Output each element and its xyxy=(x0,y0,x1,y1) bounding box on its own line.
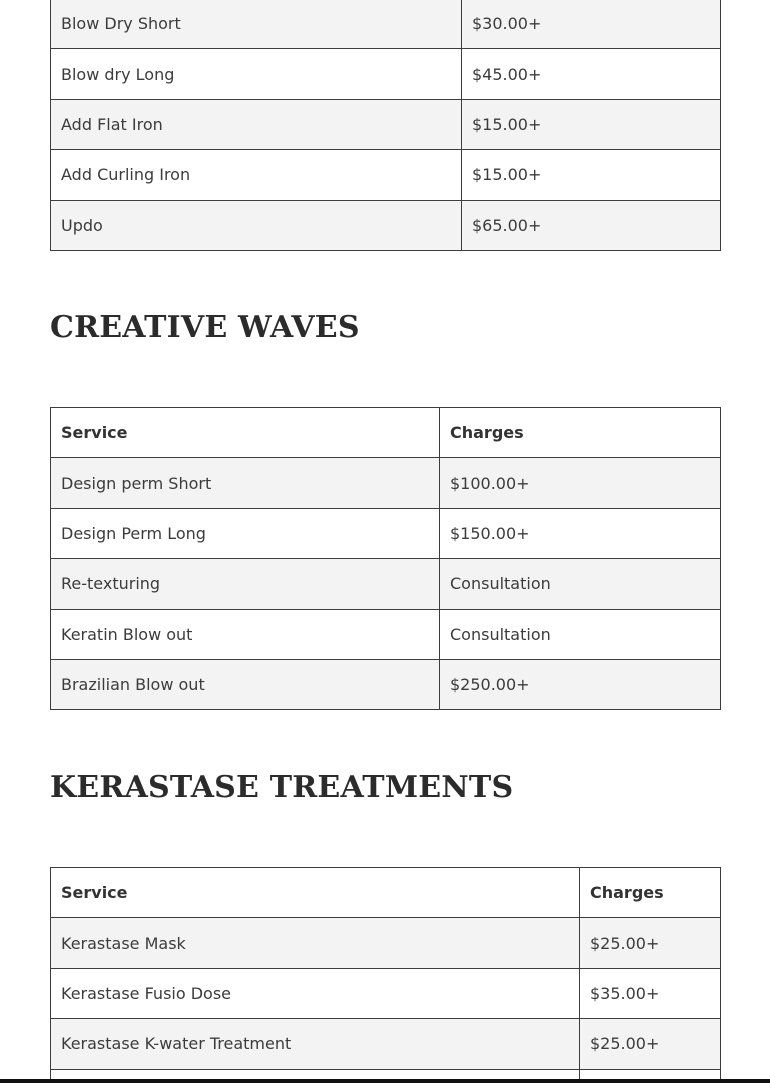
charge-cell: $25.00+ xyxy=(580,918,721,968)
charge-cell: $150.00+ xyxy=(440,508,721,558)
charge-cell: $15.00+ xyxy=(462,150,721,200)
service-cell: Updo xyxy=(51,200,462,250)
service-cell: Re-texturing xyxy=(51,559,440,609)
service-cell: Design Perm Long xyxy=(51,508,440,558)
table-row xyxy=(51,609,721,659)
charge-cell: $100.00+ xyxy=(440,458,721,508)
charge-cell: $15.00+ xyxy=(462,99,721,149)
charge-cell: Consultation xyxy=(440,559,721,609)
table-row xyxy=(51,659,721,709)
service-cell: Add Curling Iron xyxy=(51,150,462,200)
service-cell: Blow dry Long xyxy=(51,49,462,99)
table-row xyxy=(51,918,721,968)
charges-column-header: Charges xyxy=(580,868,721,918)
table-row xyxy=(51,1019,721,1069)
charge-cell: $65.00+ xyxy=(462,200,721,250)
service-cell: Kerastase K-water Treatment xyxy=(51,1019,580,1069)
table-row xyxy=(51,99,721,149)
service-cell: Kerastase Mask xyxy=(51,918,580,968)
service-cell: Kerastase Fusio Dose xyxy=(51,968,580,1018)
table-row xyxy=(51,150,721,200)
charge-cell: $250.00+ xyxy=(440,659,721,709)
service-cell: Design perm Short xyxy=(51,458,440,508)
table-row xyxy=(51,508,721,558)
service-cell: Brazilian Blow out xyxy=(51,659,440,709)
service-column-header: Service xyxy=(51,408,440,458)
table-header-row xyxy=(51,408,721,458)
charge-cell: Consultation xyxy=(440,609,721,659)
table-row xyxy=(51,0,721,49)
table-header-row xyxy=(51,868,721,918)
service-cell: Add Flat Iron xyxy=(51,99,462,149)
charge-cell: $30.00+ xyxy=(462,0,721,49)
table-row xyxy=(51,200,721,250)
kerastase-price-table xyxy=(50,867,721,1083)
charge-cell: $25.00+ xyxy=(580,1019,721,1069)
charge-cell: $35.00+ xyxy=(580,968,721,1018)
blowdry-price-table xyxy=(50,0,721,251)
service-cell: Keratin Blow out xyxy=(51,609,440,659)
charge-cell: $45.00+ xyxy=(462,49,721,99)
service-column-header: Service xyxy=(51,868,580,918)
table-row xyxy=(51,49,721,99)
service-cell: Blow Dry Short xyxy=(51,0,462,49)
creative-waves-price-table xyxy=(50,407,721,710)
charges-column-header: Charges xyxy=(440,408,721,458)
window-bottom-edge xyxy=(0,1079,770,1083)
table-row xyxy=(51,458,721,508)
section-title-kerastase-treatments: KERASTASE TREATMENTS xyxy=(50,770,514,805)
table-row xyxy=(51,559,721,609)
section-title-creative-waves: CREATIVE WAVES xyxy=(50,310,360,345)
table-row xyxy=(51,968,721,1018)
